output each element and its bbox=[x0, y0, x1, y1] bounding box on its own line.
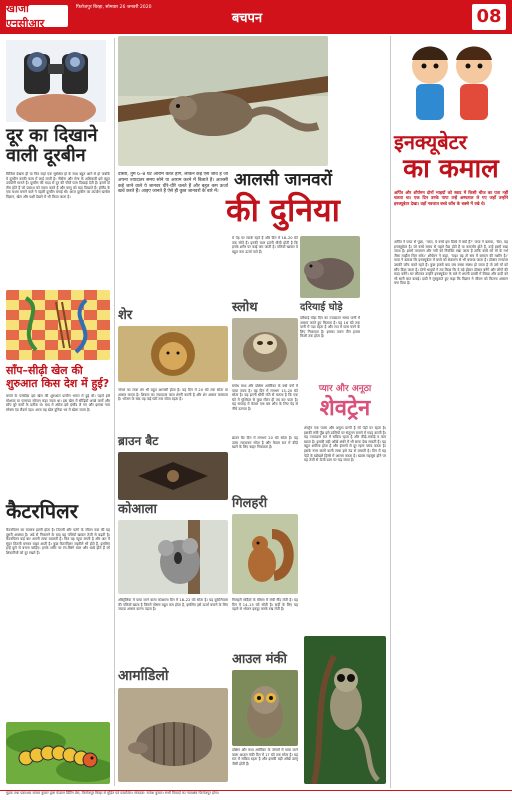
logo-text: खोजी एनसीआर bbox=[6, 2, 45, 30]
binoculars-icon bbox=[6, 40, 106, 122]
owl-monkey-heading: आउल मंकी bbox=[232, 652, 287, 667]
bat-photo bbox=[118, 452, 228, 500]
armadillo-icon bbox=[118, 688, 228, 782]
owl-monkey-icon bbox=[232, 670, 298, 746]
squirrel-heading: गिलहरी bbox=[232, 496, 268, 511]
sloth-body: स्लोथ मध्य और दक्षिण अमेरिका के वर्षा वनों में पाया जाता है। यह दिन में लगभग 15–20 घंटे सोता है। यह इतनी धीमी गति से चलता है कि एक घंटे में मुश्किल से कुछ मीटर ही तय कर पाता है। यह सप्ताह में केवल एक बार शौच के लिए पेड़ से नीचे उतरता है। bbox=[232, 384, 298, 411]
squirrel-photo bbox=[232, 514, 298, 594]
board-game-icon bbox=[6, 290, 110, 360]
lion-icon bbox=[118, 326, 228, 382]
caterpillar-headline: कैटरपिलर bbox=[6, 499, 78, 523]
brown-bat-body: ब्राउन बैट दिन में लगभग 20 घंटे सोता है। यह उल्टा लटककर सोता है और केवल रात में कीड़े खाने के लिए बाहर निकलता है। bbox=[232, 436, 298, 450]
caterpillar-photo bbox=[6, 722, 110, 784]
hippo-photo bbox=[300, 236, 360, 298]
shevron-photo bbox=[304, 636, 386, 784]
incubator-headline-line1: इनक्यूबेटर bbox=[394, 130, 467, 154]
newspaper-logo bbox=[6, 2, 68, 30]
lion-photo bbox=[118, 326, 228, 382]
shevron-animal-icon bbox=[304, 636, 386, 784]
koala-photo bbox=[118, 520, 228, 594]
footer-imprint: मुद्रक तथा प्रकाशक सत्यम कुमार द्वारा फेडरल प्रिंटिंग प्रेस, फिरोजपुर बिरहा से मुद्रित एवं प्रकाशित। संपादक: राजेश कुमार। सभी विवादों का न्यायक्षेत्र फिरोजपुर होगा। bbox=[0, 790, 512, 800]
snakes-ladders-headline: साँप–सीढ़ी खेल की शुरुआत किस देश में हुई? bbox=[6, 364, 110, 390]
lion-heading: शेर bbox=[118, 308, 133, 323]
lion-body: जंगल का राजा शेर भी बहुत आलसी होता है। यह दिन में 20 घंटे तक सोता या आराम करता है। शिकार का ज्यादातर काम शेरनी करती है और शेर आराम फरमाता है। भोजन के बाद यह कई घंटों तक सोता रहता है। bbox=[118, 388, 228, 402]
hippo-heading: दरियाई घोड़े bbox=[300, 302, 343, 313]
binoculars-photo bbox=[6, 40, 106, 122]
brown-bat-heading: ब्राउन बैट bbox=[118, 434, 159, 448]
lazy-intro: दोस्तो, तुम 6–8 घंटे आराम करते होगे, लेकिन कई ऐसे जीव हैं जो अपना ज्यादातर समय सोने या आराम करने में बिताते हैं। आलसी कहे जाने वाले ये जानवर धीरे-धीरे चलते हैं और बहुत कम ऊर्जा खर्च करते हैं। आइए जानते हैं ऐसे ही कुछ जानवरों के बारे में। bbox=[118, 172, 228, 195]
snakes-ladders-board bbox=[6, 290, 110, 360]
binoculars-body: बिजिल देखना ही या फिर जहां एक सुरक्षित हो के साथ बहुत आगे से हो जबकि ये दूरबीन काफी काम में लाई जाती है। नौसेना और सेना के अधिकारी इसे बहुत उपयोगी मानते हैं। दूरबीन की मदद से दूर की चीजें पास दिखाई देती हैं। इसमें दो लेंस होते हैं जो प्रकाश को एकत्र करते हैं और वस्तु को बड़ा दिखाते हैं। हॉलैंड के एक चश्मा बनाने वाले ने पहली दूरबीन बनाई थी। आज दूरबीन का उपयोग खगोल विज्ञान, खेल और पक्षी देखने में भी किया जाता है। bbox=[6, 172, 110, 199]
hippo-body: दरियाई घोड़ा दिन का ज्यादातर समय पानी में आराम करते हुए बिताता है। यह 16 घंटे तक पानी में पड़ा रहता है और रात में घास चरने के लिए निकलता है। इसका वजन तीन हजार किलो तक होता है। bbox=[300, 316, 360, 339]
kids-cartoon bbox=[394, 36, 508, 126]
section-title: बचपन bbox=[231, 11, 263, 26]
squirrel-body: गिलहरी सर्दियों के मौसम में लंबी नींद लेती है। यह दिन में 14–15 घंटे सोती है। सर्दी के लिए यह पहले से भोजन इकट्ठा करके रख लेती है। bbox=[232, 598, 298, 612]
animal-on-branch-icon bbox=[118, 36, 328, 166]
cartoon-kids-icon bbox=[394, 36, 508, 126]
incubator-headline-line2: का कमाल bbox=[403, 154, 499, 184]
lazy-headline-line1: आलसी जानवरों bbox=[234, 170, 332, 190]
caterpillar-icon bbox=[6, 722, 110, 784]
lazy-col2: ये पेड़ पर लटके रहते हैं और दिन में 18–20 घंटे तक सोते हैं। इनकी चाल इतनी धीमी होती है कि इनके शरीर पर काई जम जाती है। पत्तियाँ खाकर ये बहुत कम ऊर्जा पाते हैं। bbox=[232, 236, 298, 254]
koala-body: ऑस्ट्रेलिया में पाया जाने वाला कोआला दिन में 18–22 घंटे सोता है। यह यूकेलिप्टस की पत्तियाँ खाता है जिनमें पोषण बहुत कम होता है, इसलिए इसे ऊर्जा बचाने के लिए ज्यादा आराम करना पड़ता है। bbox=[118, 598, 228, 612]
sloth-heading: स्लोथ bbox=[232, 300, 258, 315]
publication-line: फिरोजपुर बिरहा, सोमवार 26 जनवरी 2020 bbox=[76, 5, 152, 10]
column-divider bbox=[114, 38, 115, 786]
koala-icon bbox=[118, 520, 228, 594]
hippo-icon bbox=[300, 236, 360, 298]
binoculars-headline: दूर का दिखाने वाली दूरबीन bbox=[6, 125, 98, 166]
sloth-photo bbox=[232, 318, 298, 380]
lazy-headline-line2: की दुनिया bbox=[226, 191, 340, 229]
shevron-body: शेवट्रेन एक प्यारा और अनूठा प्राणी है जो पेड़ों पर रहता है। इसकी लंबी पूँछ इसे डालियों पर संतुलन बनाने में मदद करती है। यह ज्यादातर रात में सक्रिय रहता है और कीड़े-मकोड़े व फल खाता है। इसकी बड़ी आँखें अंधेरे में भी साफ देख सकती हैं। यह बहुत शर्मीला होता है और इंसानों से दूर रहना पसंद करता है। इसके नरम बालों वाली त्वचा इसे ठंड से बचाती है। दिन में यह पेड़ों के खोखले हिस्से में आराम करता है। खतरा महसूस होने पर यह तेजी से ऊँची डाल पर चढ़ जाता है। bbox=[304, 426, 386, 463]
lazy-animal-photo bbox=[118, 36, 328, 166]
sloth-icon bbox=[232, 318, 298, 380]
owl-monkey-body: दक्षिण और मध्य अमेरिका के जंगलों में पाया जाने वाला आउल मंकी दिन में 17 घंटे तक सोता है। यह रात में सक्रिय रहता है और इसकी बड़ी आँखें उल्लू जैसी होती हैं। bbox=[232, 748, 298, 766]
incubator-lead: अर्पित और शौर्यमन दोनों भाइयों को स्वाद में किसी चीज का पता नहीं चलता था। एक दिन उनके पापा उन्हें अस्पताल ले गए जहाँ उन्होंने इनक्यूबेटर देखा। वहाँ नवजात बच्चे काँच के बक्से में रखे थे। bbox=[394, 190, 508, 206]
shevron-headline: शेवट्रेन bbox=[319, 396, 371, 421]
snakes-ladders-body: बच्चों के पसंदीदा इस खेल की शुरुआत प्राचीन भारत में हुई थी। पहले इसे मोक्षपट या परमपद सोपान कहा जाता था। इस खेल में सीढ़ियाँ अच्छे कर्मों और साँप बुरे कर्मों के प्रतीक थे। बाद में अंग्रेज इसे इंग्लैंड ले गए और इसका नाम स्नेक्स एंड लैडर्स पड़ा। आज यह खेल दुनिया भर में खेला जाता है। bbox=[6, 394, 110, 412]
armadillo-photo bbox=[118, 688, 228, 782]
page-number: 08 bbox=[472, 4, 506, 30]
koala-heading: कोआला bbox=[118, 502, 157, 517]
caterpillar-body: कैटरपिलर का मतलब इल्ली होता है। तितली और पतंगे के जीवन चक्र की यह दूसरी अवस्था है। अंडे से निकलने के बाद यह पत्तियाँ खाकर तेजी से बढ़ती है। कैटरपिलर कई बार अपनी त्वचा बदलती है। फिर यह प्यूपा बनती है और अंत में सुंदर तितली बनकर बाहर आती है। कुछ कैटरपिलर जहरीले भी होते हैं, इसलिए इन्हें छूने से बचना चाहिए। इनके शरीर पर रंग-बिरंगे बाल और धब्बे होते हैं जो शिकारियों को दूर रखते हैं। bbox=[6, 528, 110, 555]
owl-monkey-photo bbox=[232, 670, 298, 746]
column-divider-right bbox=[390, 36, 391, 788]
squirrel-icon bbox=[232, 514, 298, 594]
armadillo-heading: आर्माडिलो bbox=[118, 668, 169, 684]
incubator-body: अर्पित ने पापा से पूछा, ‘पापा, ये बच्चे इस डिब्बे में क्यों हैं?’ पापा ने बताया, ‘बेटा, यह इनक्यूबेटर है। जो बच्चे समय से पहले पैदा होते हैं या कमजोर होते हैं, उन्हें इसमें रखा जाता है। इसमें तापमान और नमी को नियंत्रित रखा जाता है ताकि बच्चे को माँ के गर्भ जैसा माहौल मिल सके।’ शौर्यमन ने कहा, ‘वाह! यह तो सच में कमाल की मशीन है।’ पापा ने बताया कि इनक्यूबेटर में बच्चे को संक्रमण से भी बचाया जाता है। डॉक्टर लगातार उसकी जाँच करते रहते हैं। कुछ हफ्तों बाद जब बच्चा स्वस्थ हो जाता है तो उसे माँ को सौंप दिया जाता है। दोनों भाइयों ने तय किया कि वे बड़े होकर डॉक्टर बनेंगे और लोगों की मदद करेंगे। घर लौटकर उन्होंने इनक्यूबेटर के बारे में अपनी डायरी में लिखा और दादी को भी सारी बात बताई। दादी ने मुस्कुराते हुए कहा कि विज्ञान ने जीवन को कितना आसान बना दिया है। bbox=[394, 240, 508, 286]
bat-icon bbox=[118, 452, 228, 500]
shevron-kicker: प्यार और अनूठा bbox=[318, 384, 372, 394]
